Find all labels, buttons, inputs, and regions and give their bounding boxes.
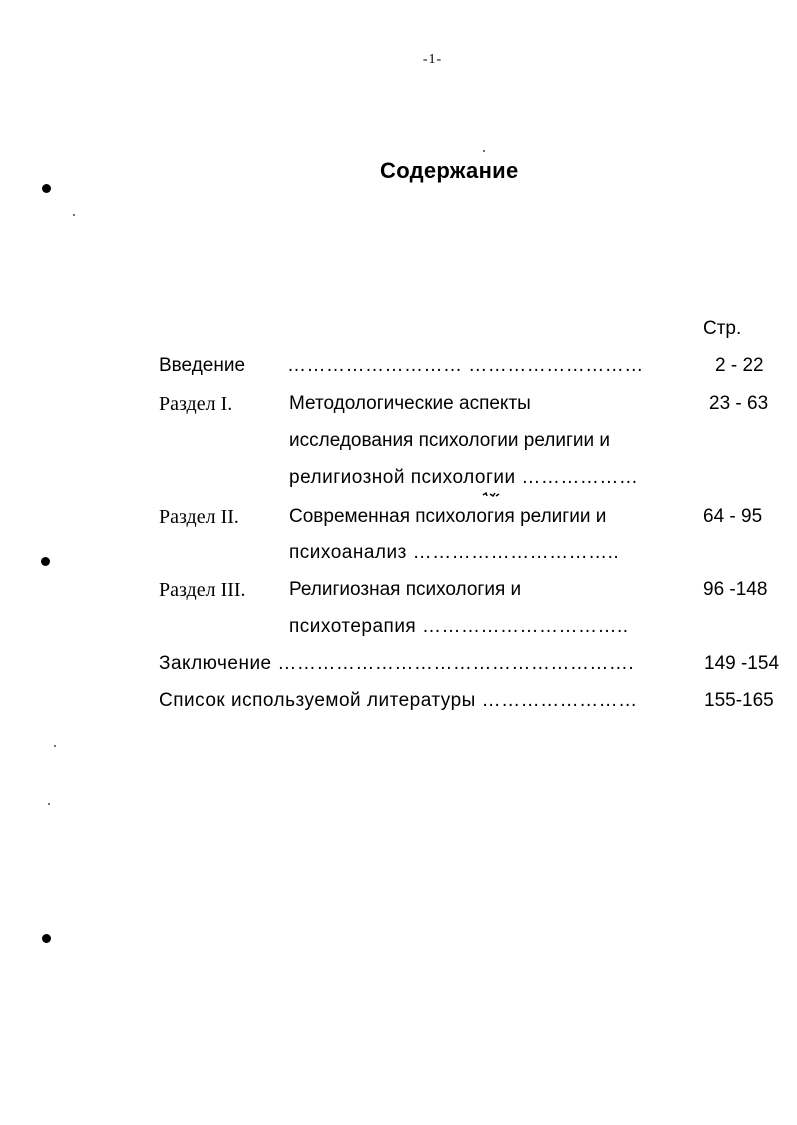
toc-title-line: исследования психологии религии и	[289, 430, 611, 451]
toc-pages-introduction: 2 - 22	[715, 355, 764, 376]
toc-label-introduction: Введение	[159, 355, 246, 376]
toc-label-section-3: Раздел III.	[159, 579, 246, 601]
toc-title-line: Религиозная психология и	[289, 579, 522, 600]
page-number: -1-	[422, 52, 443, 67]
ink-mark-icon	[482, 492, 500, 498]
scan-speck	[73, 214, 75, 216]
scan-speck	[48, 803, 50, 805]
toc-title-line: психоанализ …………………………..	[289, 542, 620, 563]
toc-pages-conclusion: 149 -154	[704, 653, 780, 674]
toc-pages-section-2: 64 - 95	[703, 506, 763, 527]
toc-label-bibliography: Список используемой литературы ……………………	[159, 690, 638, 711]
toc-label-conclusion: Заключение ……………………………………………….	[159, 653, 635, 674]
pages-column-header: Стр.	[703, 318, 742, 339]
toc-label-section-1: Раздел I.	[159, 393, 233, 415]
punch-hole-icon	[42, 184, 51, 193]
toc-leader-dots: ……………………… ………………………	[287, 355, 644, 376]
toc-pages-bibliography: 155-165	[704, 690, 774, 711]
page-title: Содержание	[380, 158, 519, 183]
toc-title-line: Современная психология религии и	[289, 506, 607, 527]
toc-pages-section-3: 96 -148	[703, 579, 768, 600]
toc-title-line: Методологические аспекты	[289, 393, 531, 414]
toc-label-section-2: Раздел II.	[159, 506, 239, 528]
punch-hole-icon	[42, 934, 51, 943]
scan-speck	[483, 150, 485, 152]
punch-hole-icon	[41, 557, 50, 566]
toc-title-line: религиозной психологии ………………	[289, 467, 639, 488]
toc-title-line: психотерапия …………………………..	[289, 616, 629, 637]
toc-pages-section-1: 23 - 63	[709, 393, 769, 414]
scan-speck	[54, 745, 56, 747]
